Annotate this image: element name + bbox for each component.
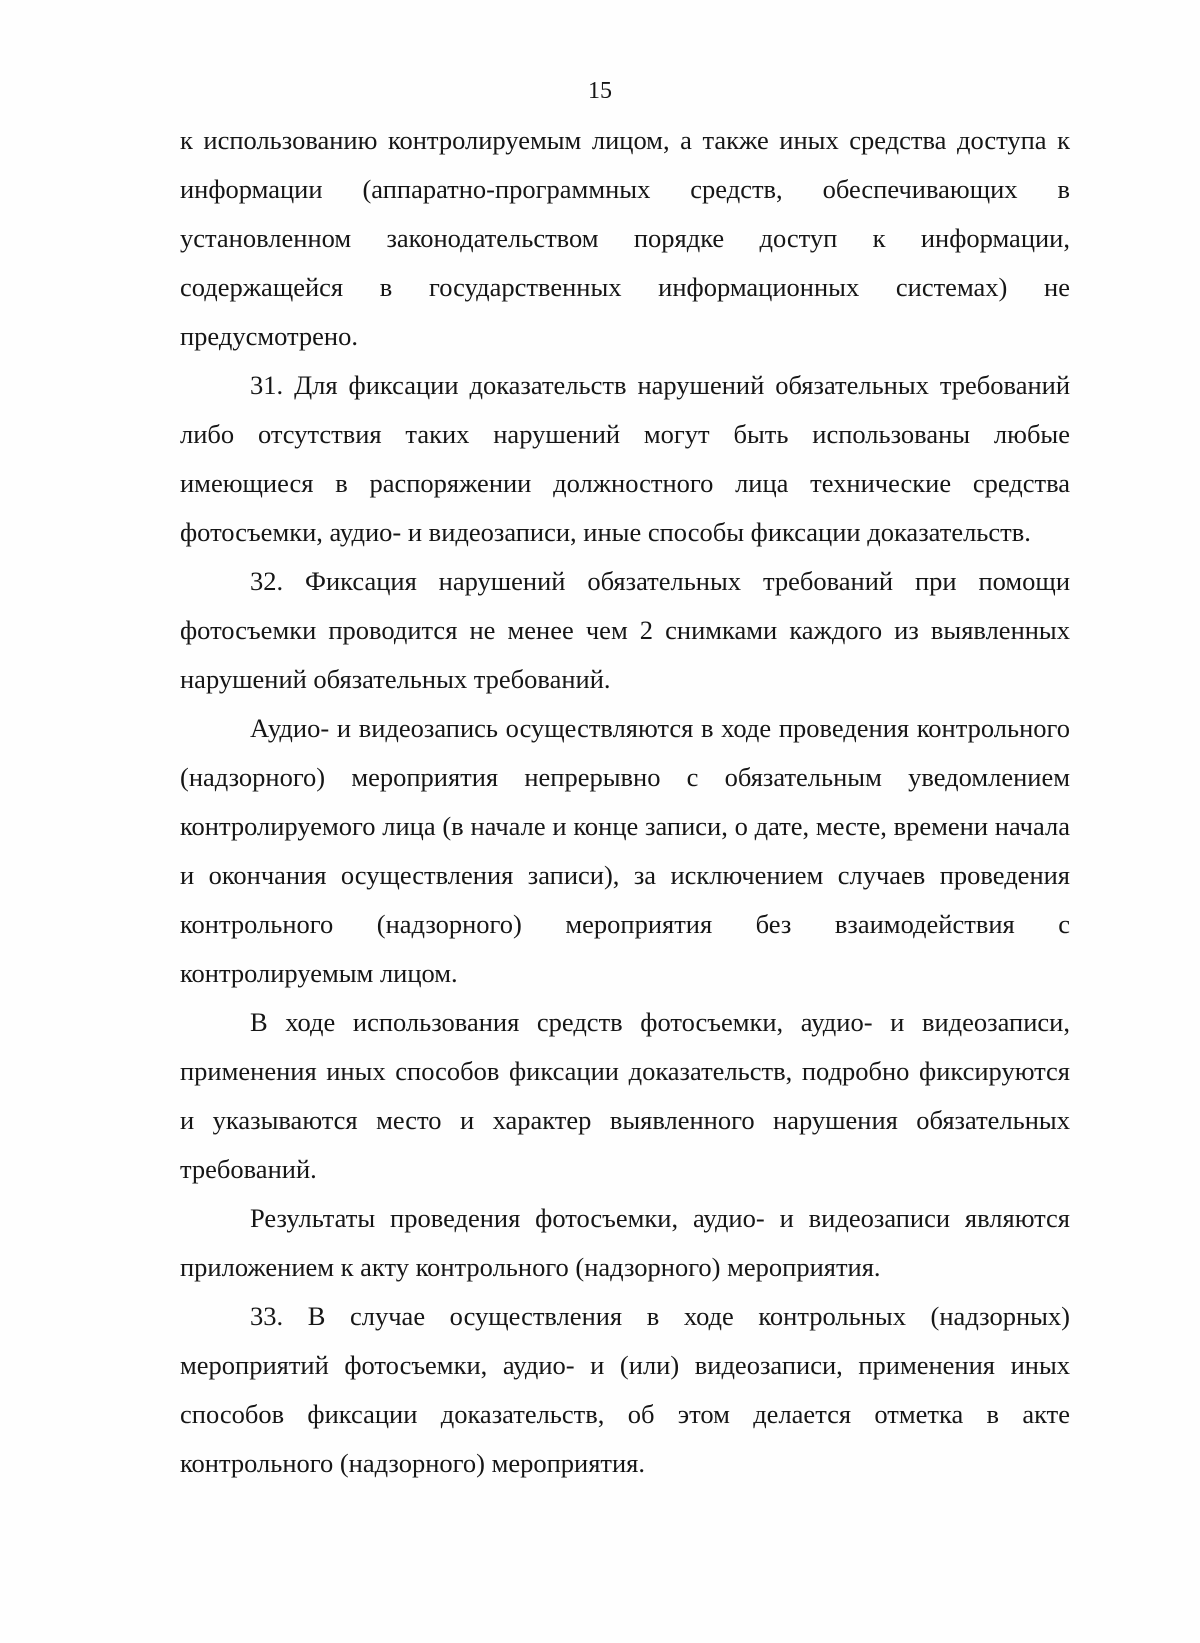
paragraph-33: 33. В случае осуществления в ходе контрольных (надзорных) мероприятий фотосъемки, аудио- и (или) видеозаписи, применения иных способов фиксации доказательств, об этом делается отметка в акте контрольного (надзорного) мероприятия. <box>180 1301 1070 1478</box>
paragraph-continuation: к использованию контролируемым лицом, а также иных средства доступа к информации (аппаратно-программных средств, обеспечивающих в установленном законодательством порядке доступ к информации, содержащейся в государственных информационных системах) не предусмотрено. <box>180 125 1070 351</box>
paragraph-31: 31. Для фиксации доказательств нарушений обязательных требований либо отсутствия таких нарушений могут быть использованы любые имеющиеся в распоряжении должностного лица технические средства фотосъемки, аудио- и видеозаписи, иные способы фиксации доказательств. <box>180 370 1070 547</box>
paragraph-audio-video: Аудио- и видеозапись осуществляются в ходе проведения контрольного (надзорного) мероприятия непрерывно с обязательным уведомлением контролируемого лица (в начале и конце записи, о дате, месте, времени начала и окончания осуществления записи), за исключением случаев проведения контрольного (надзорного) мероприятия без взаимодействия с контролируемым лицом. <box>180 713 1070 988</box>
paragraph-results: Результаты проведения фотосъемки, аудио- и видеозаписи являются приложением к акту контрольного (надзорного) мероприятия. <box>180 1203 1070 1282</box>
document-body <box>180 116 1070 1488</box>
page-number: 15 <box>588 78 612 104</box>
paragraph-32: 32. Фиксация нарушений обязательных требований при помощи фотосъемки проводится не менее чем 2 снимками каждого из выявленных нарушений обязательных требований. <box>180 566 1070 694</box>
paragraph-usage: В ходе использования средств фотосъемки, аудио- и видеозаписи, применения иных способов фиксации доказательств, подробно фиксируются и указываются место и характер выявленного нарушения обязательных требований. <box>180 1007 1070 1184</box>
